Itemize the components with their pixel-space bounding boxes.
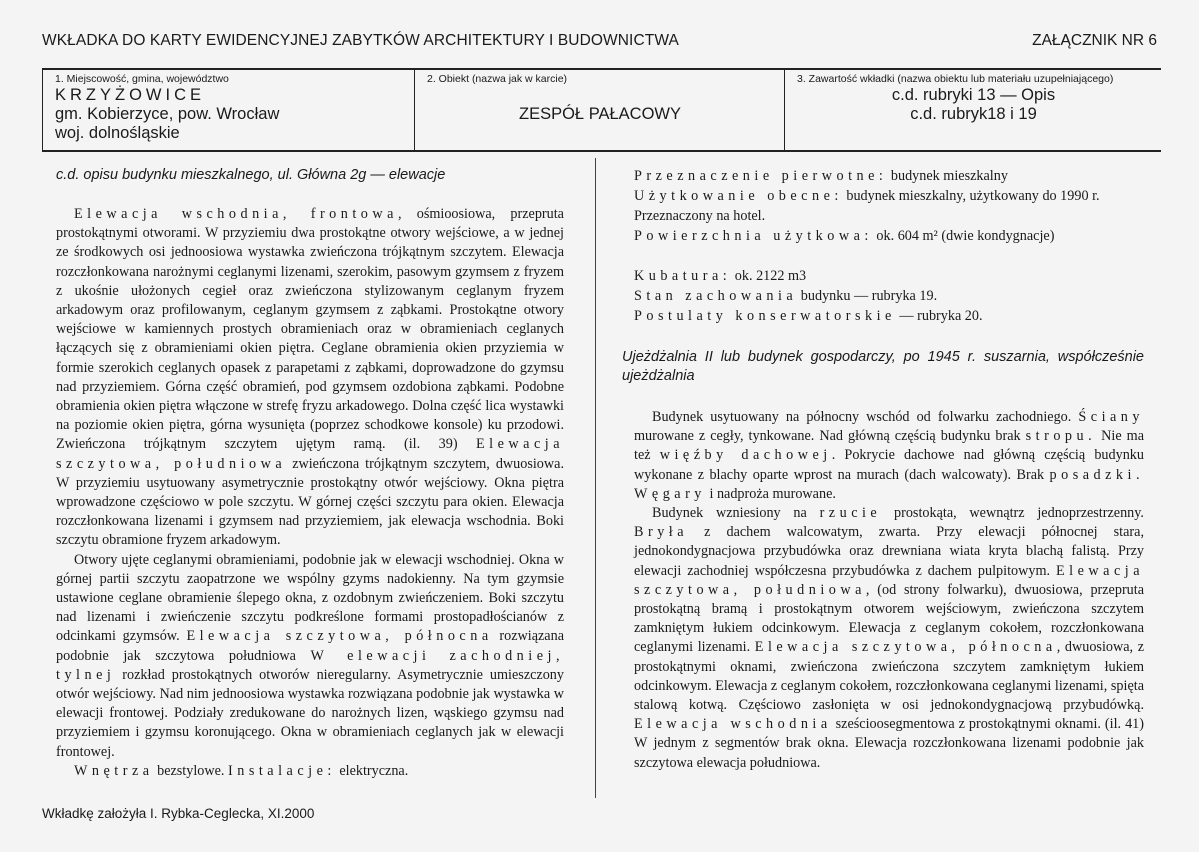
spaced-term: Elewacja szczytowa, północna (186, 628, 493, 645)
meta-line: Powierzchnia użytkowa: ok. 604 m² (dwie kondygnacje) (634, 228, 1055, 244)
spaced-term: Wnętrza (74, 762, 154, 779)
header-box-content (784, 70, 1162, 150)
page-title: WKŁADKA DO KARTY EWIDENCYJNEJ ZABYTKÓW ARCHITEKTURY I BUDOWNICTWA (42, 32, 679, 49)
right-heading: Ujeżdżalnia II lub budynek gospodarczy, po 1945 r. suszarnia, współcześnie ujeżdżalnia (622, 349, 1144, 384)
location-label: 1. Miejscowość, gmina, województwo (55, 73, 229, 85)
meta-line: Stan zachowania budynku — rubryka 19. (634, 288, 938, 304)
spaced-term: Elewacja szczytowa, południowa (56, 436, 564, 472)
annex-number: ZAŁĄCZNIK NR 6 (1032, 32, 1157, 49)
paragraph (56, 205, 564, 551)
object-label: 2. Obiekt (nazwa jak w karcie) (427, 73, 568, 85)
paragraph: Budynek wzniesiony na rzucie prostokąta, wewnątrz jednoprzestrzenny. Bryła z dachem walcowatym, zwarta. Przy elewacji północnej stara, jednokondygnacjowa przybudówka oraz drewniana wiata kryta blachą falistą. Przy elewacji zachodniej współczesna przybudówka z dachem pulpitowym. Elewacja szczytowa, południowa, (od strony folwarku), dwuosiowa, przepruta prostokątną bramą i prostokątnym otworem wejściowym, zwieńczona szczytem zamkniętym łukiem odcinkowym. Elewacja z ceglanym cokołem, rozczłonkowana ceglanymi lizenami. Elewacja szczytowa, północna, dwuosiowa, z prostokątnymi oknami, zwieńczona zwieńczona szczytem zamkniętym łukiem odcinkowym. Elewacja z ceglanym cokołem, rozczłonkowana ceglanymi lizenami, spięta stalową kotwą. Częściowo zasłonięta w osi jednokondygnacjową przybudówką. Elewacja wschodnia sześcioosegmentowa z prostokątnymi oknami. (il. 41) W jednym z segmentów brak okna. Elewacja rozczłonkowana lizenami podobnie jak szczytowa elewacja południowa. (634, 505, 1145, 771)
meta-line: Postulaty konserwatorskie — rubryka 20. (634, 308, 983, 324)
place-name: KRZYŻOWICE (55, 86, 205, 104)
text: bezstylowe. (153, 762, 229, 779)
text: elektryczna. (335, 762, 409, 779)
text: zwieńczona trójkątnym szczytem, dwuosiowa. W przyziemiu usytuowany asymetrycznie prostokątny otwór wejściowy. Okna piętra wprowadzone częściowo w pole szczytu. W górnej części szczytu para okien. Elewacja rozczłonkowana lizenami i gzymsem nad przyziemiem, jak elewacja wschodnia. Boki szczytu obramione fryzem arkadowym. (56, 455, 564, 549)
left-heading: c.d. opisu budynku mieszkalnego, ul. Główna 2g — elewacje (56, 167, 446, 183)
header-box-location (42, 70, 415, 150)
text: Otwory ujęte ceglanymi obramieniami, podobnie jak w elewacji wschodniej. Okna w górnej partii szczytu zaopatrzone we wspólny gzyms nadokienny. Na tym gzymsie ustawione ceglane obramienie ślepego okna, z ozdobnym zwieńczeniem. Boki szczytu nad lizenami i zwieńczenie szczytu podkreślone formami prostopadłościanów z odcinkami gzymsów. (56, 551, 564, 645)
right-column (622, 166, 1145, 773)
paragraph (56, 762, 564, 781)
meta-line: Użytkowanie obecne: budynek mieszkalny, użytkowany do 1990 r. (634, 188, 1100, 204)
gmina: gm. Kobierzyce, pow. Wrocław (55, 105, 280, 123)
content-line-2: c.d. rubryk18 i 19 (910, 105, 1037, 123)
voivodeship: woj. dolnośląskie (55, 124, 180, 142)
left-column (56, 166, 564, 781)
content-line-1: c.d. rubryki 13 — Opis (891, 86, 1056, 104)
spaced-term: Instalacje: (228, 762, 336, 779)
footer-author: Wkładkę założyła I. Rybka-Ceglecka, XI.2000 (42, 806, 315, 821)
meta-line: Przeznaczenie pierwotne: budynek mieszkalny (634, 168, 1008, 184)
paragraph: Budynek usytuowany na północny wschód od folwarku zachodniego. Ściany murowane z cegły, tynkowane. Nad główną częścią budynku brak stropu. Nie ma też więźby dachowej. Pokrycie dachowe nad główną częścią budynku wykonane z blachy oparte wprost na murach (dach walcowaty). Brak posadzki. Węgary i nadproża murowane. (634, 409, 1144, 502)
text: rozkład prostokątnych otworów nieregularny. Asymetrycznie umieszczony otwór wejściowy. Nad nim jednoosiowa wystawka rozwiązana podobnie jak wystawka w elewacji frontowej. Podziały zredukowane do narożnych lizen, wąskiego gzymsu nad przyziemiem i gzymsu koronującego. Okna w obramieniach ceglanych jak w elewacji frontowej. (56, 666, 564, 760)
header-bottom-rule (42, 150, 1161, 152)
text: , ośmioosiowa, przepruta prostokątnymi otworami. W przyziemiu dwa prostokątne otwory wejściowe, a w jednej ze środkowych osi jednoosiowa wystawka zwieńczona trójkątnym szczytem. Elewacja rozczłonkowana narożnymi ceglanymi lizenami, szerokim, pasowym gzymsem z fryzem z ukośnie ułożonych cegieł oraz zwieńczona stylizowanym ceglanym fryzem arkadowym oraz profilowanym, ceglanym gzymsem z ząbkami. Prostokątne otwory wejściowe w kamiennych prostych obramieniach oraz w obramieniach ceglanych łączących się z obramieniami okien piętra. Ceglane obramienia okien przyziemia w formie szerokich ceglanych opasek z parapetami z ząbkami, doprowadzone do gzymsu nad przyziemiem. Górna część obramień, pod gzymsem ozdobiona ząbkami. Podobne obramienia okien piętra włączone w strefę fryzu arkadowego. Dolna część lica wystawki na poziomie okien piętra, górna wysunięta (poprzez schodkowe konsole) ku przodowi. Zwieńczona trójkątnym szczytem ujętym ramą. (il. 39) (56, 206, 564, 453)
text: rozwiązana podobnie jak szczytowa południowa (56, 628, 564, 664)
column-divider (595, 158, 596, 798)
meta-line: Przeznaczony na hotel. (634, 208, 766, 224)
spaced-term: Elewacja wschodnia, frontowa (74, 206, 398, 222)
object-name: ZESPÓŁ PAŁACOWY (519, 105, 681, 123)
header-box-object (414, 70, 785, 150)
content-label: 3. Zawartość wkładki (nazwa obiektu lub materiału uzupełniającego) (797, 73, 1114, 85)
meta-line: Kubatura: ok. 2122 m3 (634, 268, 807, 284)
paragraph (56, 551, 564, 762)
spaced-term: W elewacji zachodniej, tylnej (56, 647, 564, 683)
